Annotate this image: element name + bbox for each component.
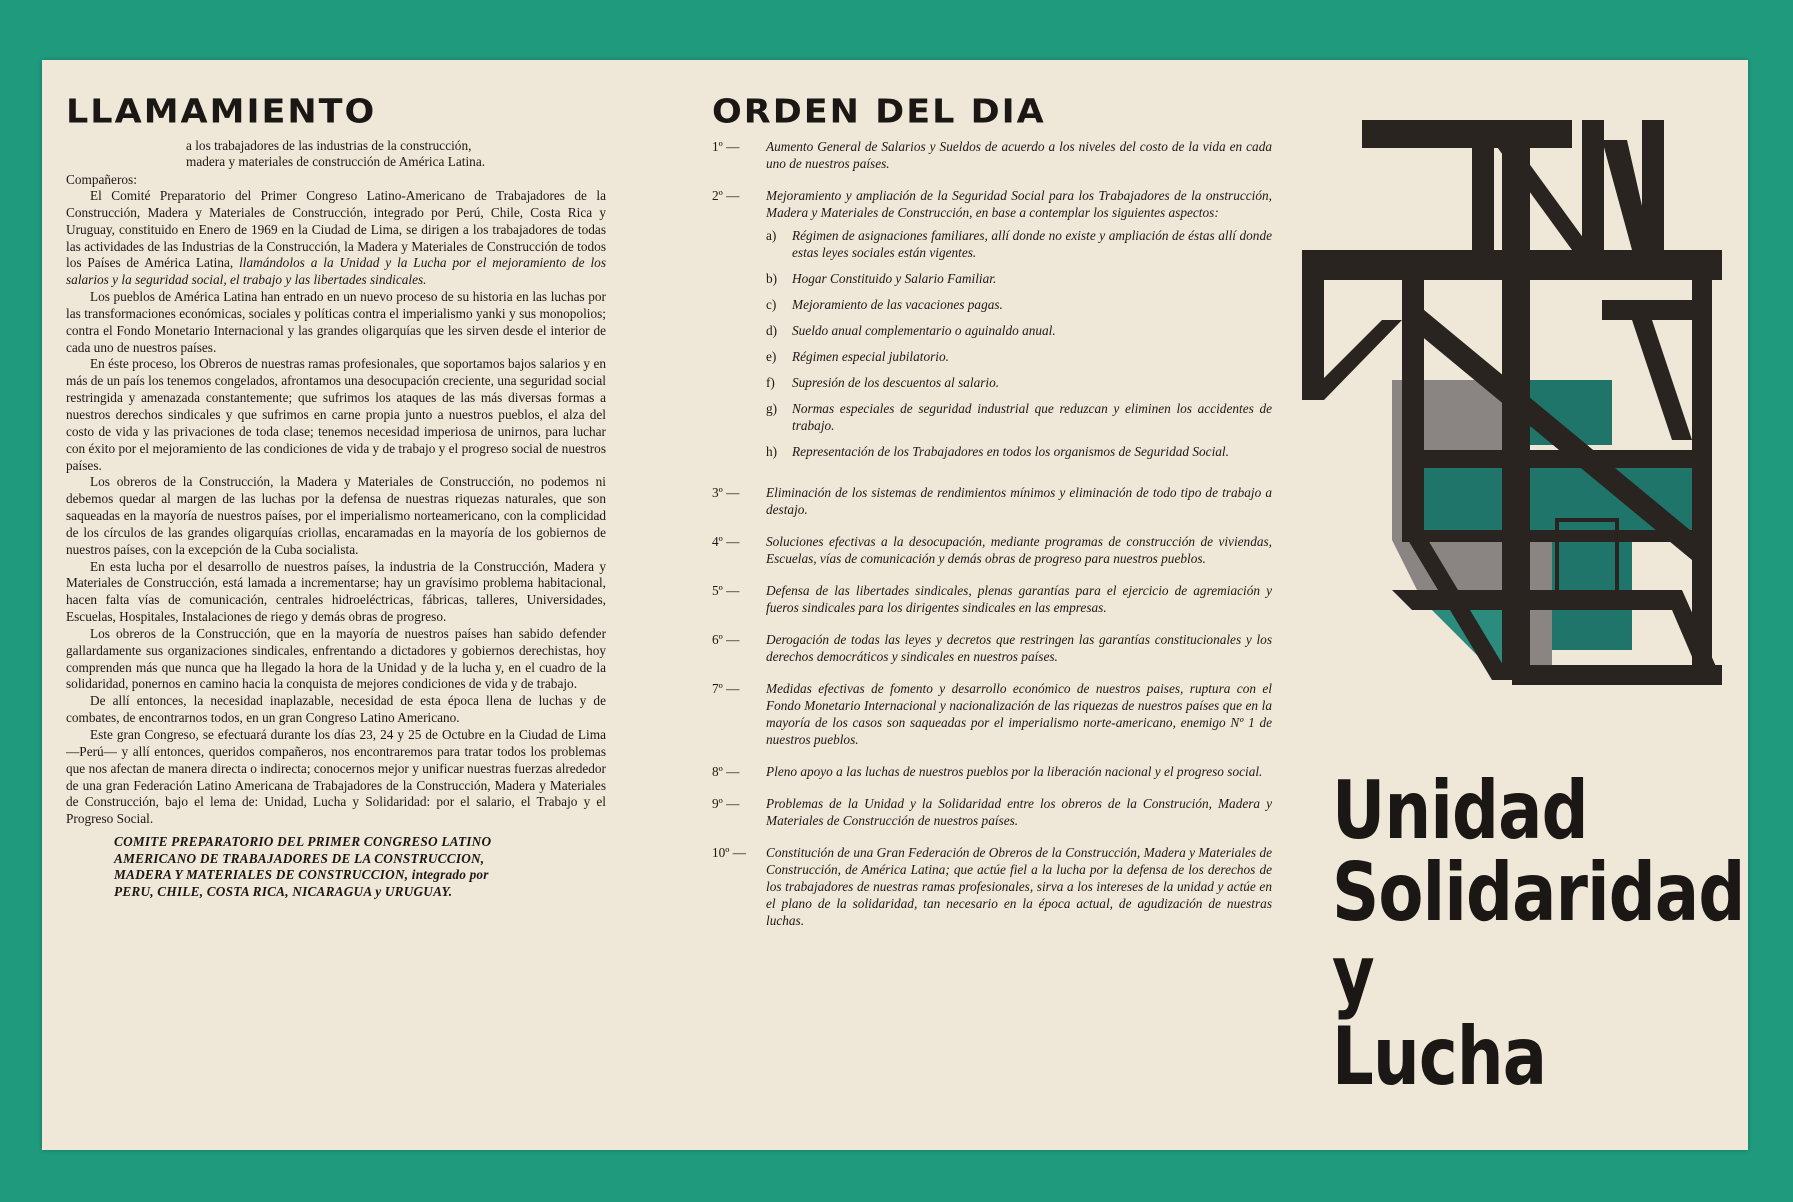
agenda-number: 6º — bbox=[712, 632, 740, 647]
subtitle-line-1: a los trabajadores de las industrias de la construcción, bbox=[186, 138, 472, 153]
agenda-number: 9º — bbox=[712, 796, 740, 811]
paragraph-8: Este gran Congreso, se efectuará durante los días 23, 24 y 25 de Octubre en la Ciudad de Lima —Perú— y allí entonces, queridos compañeros, nos encontraremos para tratar todos los problemas que nos afectan de manera directa o indirecta; conocernos mejor y unificar nuestras fuerzas alrededor de una gran Federación Latino Americana de Trabajadores de la Construcción, Madera y Materiales de Construcción, bajo el lema de: Unidad, Lucha y Solidaridad: por el salario, el Trabajo y el Progreso Social. bbox=[66, 727, 606, 827]
subtitle-line-2: madera y materiales de construcción de América Latina. bbox=[186, 154, 486, 169]
subitem-letter: f) bbox=[766, 375, 775, 390]
llamamiento-body bbox=[66, 188, 606, 828]
agenda-item-2 bbox=[712, 187, 1272, 469]
slogan-y: y bbox=[1332, 928, 1374, 1021]
construction-scaffold-logo-icon bbox=[1302, 120, 1722, 740]
agenda-number: 3º — bbox=[712, 485, 740, 500]
paragraph-7: De allí entonces, la necesidad inaplazable, necesidad de esta época llena de luchas y de combates, de encontrarnos todos, en un gran Congreso Latino Americano. bbox=[66, 693, 606, 726]
subitem-e bbox=[766, 348, 1272, 365]
agenda-item-1 bbox=[712, 138, 1272, 172]
agenda-item-4 bbox=[712, 533, 1272, 567]
leaflet-sheet bbox=[42, 60, 1748, 1150]
llamamiento-subtitle bbox=[186, 138, 606, 170]
slogan-column bbox=[1282, 120, 1745, 1140]
salutation: Compañeros: bbox=[66, 172, 137, 187]
orden-del-dia-title: ORDEN DEL DIA bbox=[712, 93, 1046, 131]
subitem-letter: a) bbox=[766, 228, 777, 243]
agenda-item-7 bbox=[712, 680, 1272, 748]
signature-line-2: AMERICANO DE TRABAJADORES DE LA CONSTRUCCION, bbox=[114, 850, 485, 866]
signature-block bbox=[114, 834, 606, 900]
agenda-text: Pleno apoyo a las luchas de nuestros pueblos por la liberación nacional y el progreso social. bbox=[766, 764, 1263, 779]
paragraph-3: En éste proceso, los Obreros de nuestras ramas profesionales, que soportamos bajos salarios y en más de un país los tenemos congelados, afrontamos una desocupación creciente, una seguridad social restringida y amenazada constantemente; que sufrimos los ataques de las más diversas formas a nuestros derechos sindicales y que sufrimos en carne propia junto a nuestros pueblos, el alza del costo de vida y las privaciones de toda clase; tenemos necesidad imperiosa de unirnos, para luchar con éxito por el mejoramiento de las condiciones de vida y de trabajo y el progreso social de nuestros países. bbox=[66, 356, 606, 473]
paragraph-1 bbox=[66, 188, 606, 289]
agenda-text: Derogación de todas las leyes y decretos que restringen las garantías constitucionales y los derechos democráticos y sindicales en nuestros países. bbox=[766, 632, 1272, 664]
agenda-text: Aumento General de Salarios y Sueldos de acuerdo a los niveles del costo de la vida en cada uno de nuestros países. bbox=[766, 139, 1272, 171]
agenda-number: 7º — bbox=[712, 681, 740, 696]
agenda-item-9 bbox=[712, 795, 1272, 829]
paragraph-4: Los obreros de la Construcción, la Madera y Materiales de Construcción, no podemos ni debemos quedar al margen de las luchas por la defensa de nuestras riquezas naturales, que son saqueadas en la mayoría de nuestros países, por el imperialismo norteamericano, con la complicidad de los círculos de las grandes oligarquías criollas, encaramadas en la mayoría de los gobiernos de nuestros países, con la excepción de la Cuba socialista. bbox=[66, 474, 606, 557]
slogan-unidad: Unidad bbox=[1332, 764, 1588, 857]
subitem-letter: d) bbox=[766, 323, 778, 338]
subitem-text: Representación de los Trabajadores en todos los organismos de Seguridad Social. bbox=[792, 444, 1229, 459]
agenda-text: Defensa de las libertades sindicales, plenas garantías para el ejercicio de agremiación y fueros sindicales para los dirigentes sindicales en las empresas. bbox=[766, 583, 1272, 615]
paragraph-1-text: El Comité Preparatorio del Primer Congreso Latino-Americano de Trabajadores de la Construcción, Madera y Materiales de Construcción, integrado por Perú, Chile, Costa Rica y Uruguay, constituido en Enero de 1969 en la Ciudad de Lima, se dirigen a los trabajadores de todas las actividades de las Industrias de la Construcción, la Madera y Materiales de Construcción de todos los Países de América Latina, bbox=[66, 188, 606, 271]
subitem-a bbox=[766, 227, 1272, 261]
subitem-text: Supresión de los descuentos al salario. bbox=[792, 375, 1000, 390]
subitem-letter: e) bbox=[766, 349, 777, 364]
subitem-f bbox=[766, 374, 1272, 391]
agenda-number: 2º — bbox=[712, 188, 740, 203]
paragraph-5: En esta lucha por el desarrollo de nuestros países, la industria de la Construcción, Madera y Materiales de Construcción, está lamada a incrementarse; hay un gravísimo problema habitacional, hacen falta vías de comunicación, centrales hidroeléctricas, fábricas, talleres, Universidades, Escuelas, Hospitales, Instalaciones de riego y demás obras de progreso. bbox=[66, 558, 606, 625]
orden-del-dia-column bbox=[712, 90, 1272, 944]
subitem-text: Régimen especial jubilatorio. bbox=[792, 349, 949, 364]
subitem-letter: b) bbox=[766, 271, 778, 286]
subitem-text: Mejoramiento de las vacaciones pagas. bbox=[792, 297, 1003, 312]
subitem-letter: c) bbox=[766, 297, 777, 312]
agenda-text: Problemas de la Unidad y la Solidaridad entre los obreros de la Construción, Madera y Materiales de Construcción de nuestros países. bbox=[766, 796, 1272, 828]
agenda-text: Soluciones efectivas a la desocupación, mediante programas de construcción de viviendas, Escuelas, vías de comunicación y demás obras de progreso para nuestros pueblos. bbox=[766, 534, 1272, 566]
agenda-item-8 bbox=[712, 763, 1272, 780]
slogan-lucha: Lucha bbox=[1332, 1010, 1547, 1103]
agenda-number: 8º — bbox=[712, 764, 740, 779]
subitem-d bbox=[766, 322, 1272, 339]
subitem-letter: h) bbox=[766, 444, 778, 459]
subitem-c bbox=[766, 296, 1272, 313]
signature-line-4: PERU, CHILE, COSTA RICA, NICARAGUA y URUGUAY. bbox=[114, 883, 453, 899]
llamamiento-column bbox=[66, 90, 606, 900]
paragraph-2: Los pueblos de América Latina han entrado en un nuevo proceso de su historia en las luchas por las transformaciones económicas, sociales y políticas contra el imperialismo yanki y sus monopolios; contra el Fondo Monetario Internacional y las grandes oligarquías que les sirven desde el interior de cada uno de nuestros países. bbox=[66, 289, 606, 355]
signature-line-1: COMITE PREPARATORIO DEL PRIMER CONGRESO LATINO bbox=[114, 834, 492, 850]
agenda-item-3 bbox=[712, 484, 1272, 518]
paragraph-1-italic: llamándolos a la Unidad y la Lucha por el mejoramiento de los salarios y la seguridad social, el trabajo y las libertades sindicales. bbox=[66, 255, 606, 288]
subitem-b bbox=[766, 270, 1272, 287]
agenda-text: Eliminación de los sistemas de rendimientos mínimos y eliminación de todo tipo de trabajo a destajo. bbox=[766, 485, 1272, 517]
subitem-text: Normas especiales de seguridad industrial que reduzcan y eliminen los accidentes de trabajo. bbox=[792, 401, 1272, 433]
agenda-text-with-subitems bbox=[766, 187, 1272, 469]
signature-line-3: MADERA Y MATERIALES DE CONSTRUCCION, integrado por bbox=[114, 867, 489, 883]
llamamiento-title: LLAMAMIENTO bbox=[66, 93, 377, 131]
agenda-item-6 bbox=[712, 631, 1272, 665]
agenda-number: 10º — bbox=[712, 845, 747, 860]
subitem-h bbox=[766, 443, 1272, 460]
agenda-number: 4º — bbox=[712, 534, 740, 549]
agenda-item-5 bbox=[712, 582, 1272, 616]
agenda-list bbox=[712, 138, 1272, 929]
subitem-text: Sueldo anual complementario o aguinaldo anual. bbox=[792, 323, 1056, 338]
paragraph-6: Los obreros de la Construcción, que en la mayoría de nuestros países han sabido defender gallardamente sus organizaciones sindicales, enfrentando a dictadores y gobiernos derechistas, hoy comprenden más que nunca que ha llegado la hora de la Unidad y de la lucha y, en el cuadro de la solidaridad, ponernos en camino hacia la conquista de mejores condiciones de vida y de trabajo. bbox=[66, 625, 606, 692]
slogan-solidaridad: Solidaridad bbox=[1332, 846, 1745, 939]
slogan bbox=[1332, 764, 1793, 1103]
agenda-text: Medidas efectivas de fomento y desarrollo económico de nuestros paises, ruptura con el Fondo Monetario Internacional y nacionalización de las riquezas de nuestros países que en la mayoría de los casos son saqueadas por el imperialismo norte-americano, enemigo Nº 1 de nuestros pueblos. bbox=[766, 681, 1272, 747]
agenda-number: 5º — bbox=[712, 583, 740, 598]
subitem-g bbox=[766, 400, 1272, 434]
agenda-item-10 bbox=[712, 844, 1272, 929]
agenda-text: Constitución de una Gran Federación de Obreros de la Construcción, Madera y Materiales de Construcción, de América Latina; que actúe fiel a la lucha por la defensa de los derechos de los trabajadores de nuestras ramas profesionales, sirva a los intereses de la unidad y actúe en el plano de la solidaridad, tan necesario en la época actual, de agudización de nuestras luchas. bbox=[766, 845, 1272, 928]
subitem-letter: g) bbox=[766, 401, 778, 416]
agenda-number: 1º — bbox=[712, 139, 740, 154]
subitem-text: Régimen de asignaciones familiares, allí donde no existe y ampliación de éstas allí donde estas leyes sociales están vigentes. bbox=[792, 228, 1272, 260]
agenda-text: Mejoramiento y ampliación de la Seguridad Social para los Trabajadores de la onstrucción, Madera y Materiales de Construcción, en base a contemplar los siguientes aspectos: bbox=[766, 188, 1272, 220]
subitem-text: Hogar Constituido y Salario Familiar. bbox=[792, 271, 997, 286]
